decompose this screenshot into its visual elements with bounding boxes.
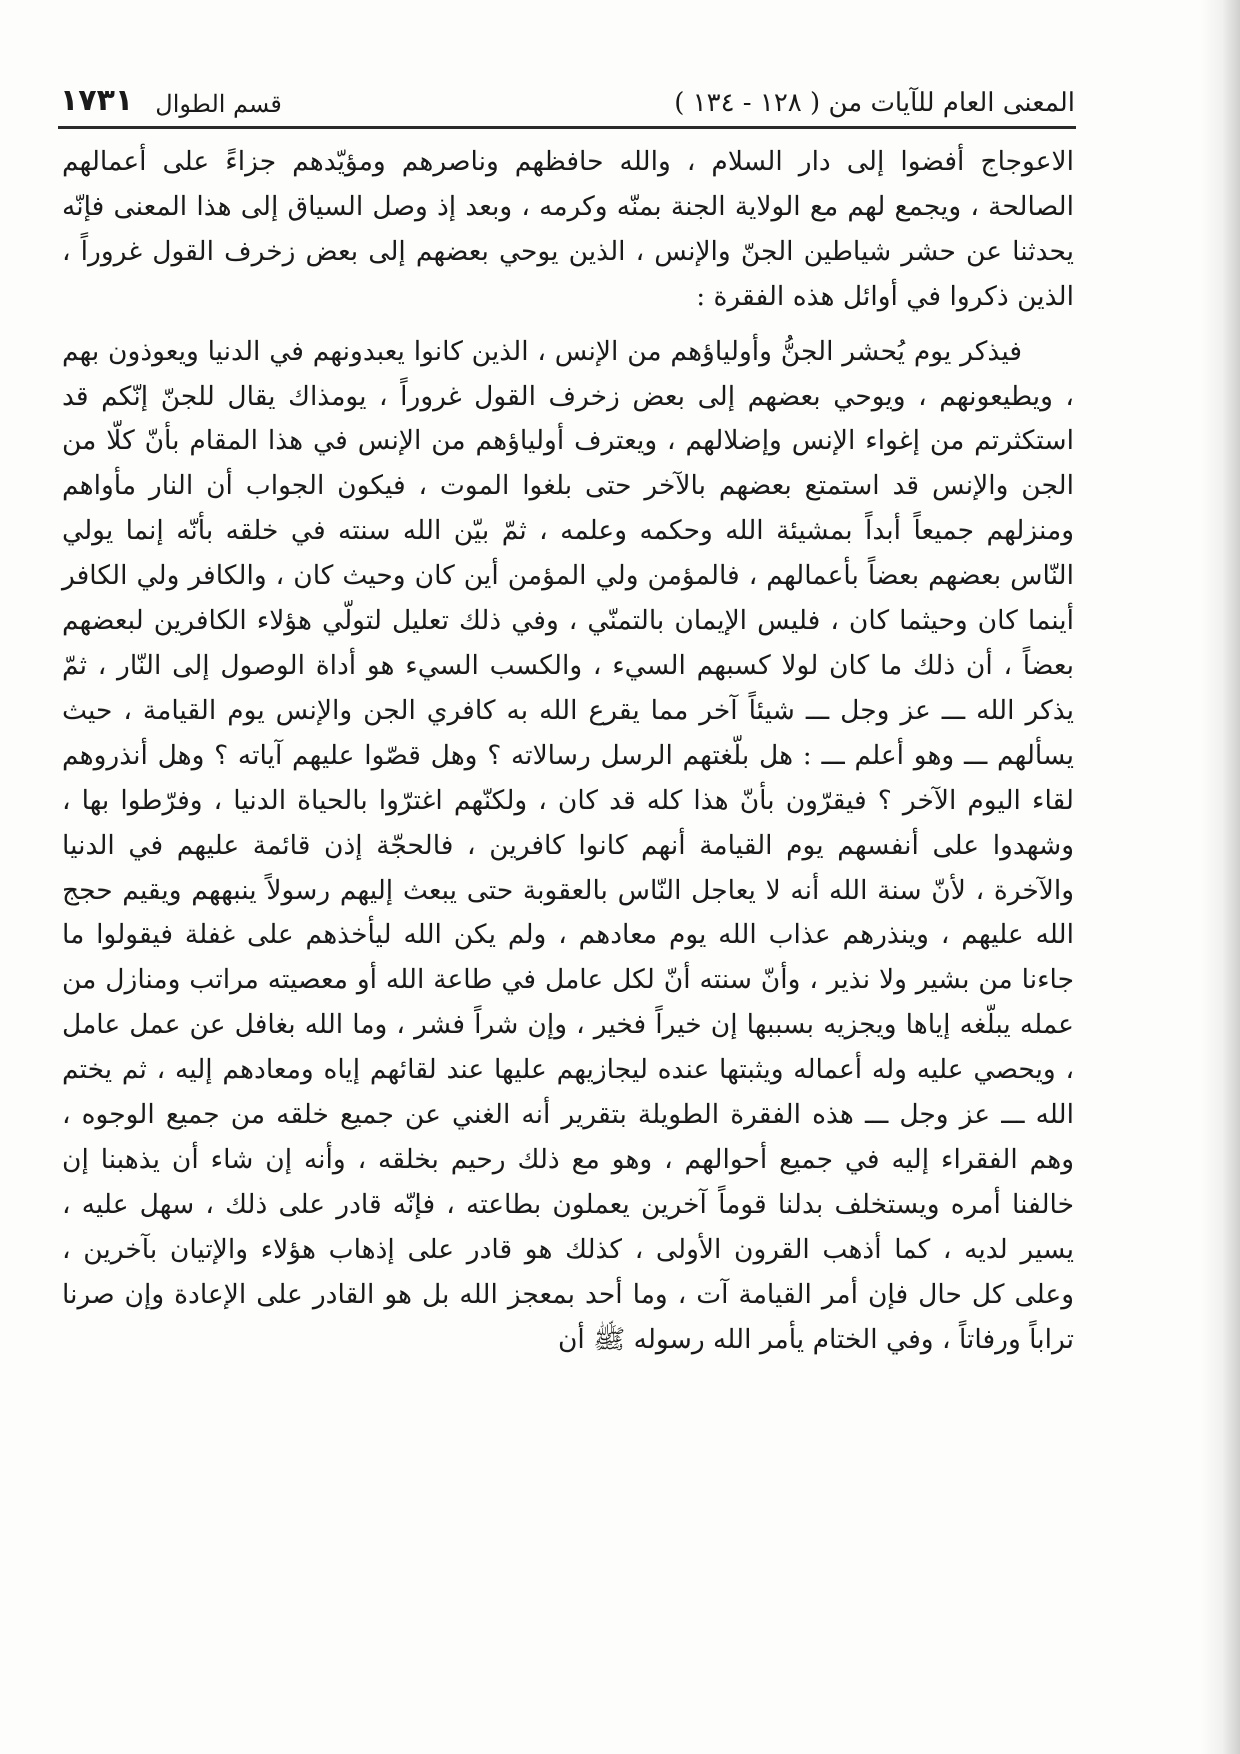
page-edge-shadow bbox=[1200, 0, 1240, 1754]
paragraph-1: الاعوجاج أفضوا إلى دار السلام ، والله حافظهم وناصرهم ومؤيّدهم جزاءً على أعمالهم الصالحة ، ويجمع لهم مع الولاية الجنة بمنّه وكرمه ، وبعد إذ وصل السياق إلى هذا المعنى فإنّه يحدثنا عن حشر شياطين الجنّ والإنس ، الذين يوحي بعضهم إلى بعض زخرف القول غروراً ، الذين ذكروا في أوائل هذه الفقرة : bbox=[62, 146, 1074, 312]
paragraph-2: فيذكر يوم يُحشر الجنُّ وأولياؤهم من الإنس ، الذين كانوا يعبدونهم في الدنيا ويعوذون بهم ، ويطيعونهم ، ويوحي بعضهم إلى بعض زخرف القول غروراً ، يومذاك يقال للجنّ إنّكم قد استكثرتم من إغواء الإنس وإضلالهم ، ويعترف أولياؤهم من الإنس في هذا المقام بأنّ كلّا من الجن والإنس قد استمتع بعضهم بالآخر حتى بلغوا الموت ، فيكون الجواب أن النار مأواهم ومنزلهم جميعاً أبداً بمشيئة الله وحكمه وعلمه ، ثمّ بيّن الله سنته في خلقه بأنّه إنما يولي النّاس بعضهم بعضاً بأعمالهم ، فالمؤمن ولي المؤمن أين كان وحيث كان ، والكافر ولي الكافر أينما كان وحيثما كان ، فليس الإيمان بالتمنّي ، وفي ذلك تعليل لتولّي هؤلاء الكافرين لبعضهم بعضاً ، أن ذلك ما كان لولا كسبهم السيء ، والكسب السيء هو أداة الوصول إلى النّار ، ثمّ يذكر الله ـــ عز وجل ـــ شيئاً آخر مما يقرع الله به كافري الجن والإنس يوم القيامة ، حيث يسألهم ـــ وهو أعلم ـــ : هل بلّغتهم الرسل رسالاته ؟ وهل قصّوا عليهم آياته ؟ وهل أنذروهم لقاء اليوم الآخر ؟ فيقرّون بأنّ هذا كله قد كان ، ولكنّهم اغترّوا بالحياة الدنيا ، وفرّطوا بها ، وشهدوا على أنفسهم يوم القيامة أنهم كانوا كافرين ، فالحجّة إذن قائمة عليهم في الدنيا والآخرة ، لأنّ سنة الله أنه لا يعاجل النّاس بالعقوبة حتى يبعث إليهم رسولاً ينبههم ويقيم حجج الله عليهم ، وينذرهم عذاب الله يوم معادهم ، ولم يكن الله ليأخذهم على غفلة فيقولوا ما جاءنا من بشير ولا نذير ، وأنّ سنته أنّ لكل عامل في طاعة الله أو معصيته مراتب ومنازل من عمله يبلّغه إياها ويجزيه بسببها إن خيراً فخير ، وإن شراً فشر ، وما الله بغافل عن عمل عامل ، ويحصي عليه وله أعماله ويثبتها عنده ليجازيهم عليها عند لقائهم إياه ومعادهم إليه ، ثم يختم الله ـــ عز وجل ـــ هذه الفقرة الطويلة بتقرير أنه الغني عن جميع خلقه من جميع الوجوه ، وهم الفقراء إليه في جميع أحوالهم ، وهو مع ذلك رحيم بخلقه ، وأنه إن شاء أن يذهبنا إن خالفنا أمره ويستخلف بدلنا قوماً آخرين يعملون بطاعته ، فإنّه قادر على ذلك ، سهل عليه ، يسير لديه ، كما أذهب القرون الأولى ، كذلك هو قادر على إذهاب هؤلاء والإتيان بآخرين ، وعلى كل حال فإن أمر القيامة آت ، وما أحد بمعجز الله بل هو القادر على الإعادة وإن صرنا تراباً ورفاتاً ، وفي الختام يأمر الله رسوله ﷺ أن bbox=[62, 335, 1074, 1355]
section-name: قسم الطوال bbox=[155, 90, 282, 118]
page-header bbox=[60, 78, 1075, 118]
header-rule bbox=[58, 126, 1076, 129]
header-left-group bbox=[60, 83, 282, 118]
body-text bbox=[62, 140, 1074, 1362]
page-number: ١٧٣١ bbox=[60, 83, 134, 118]
running-title: المعنى العام للآيات من ( ١٢٨ - ١٣٤ ) bbox=[674, 88, 1075, 118]
